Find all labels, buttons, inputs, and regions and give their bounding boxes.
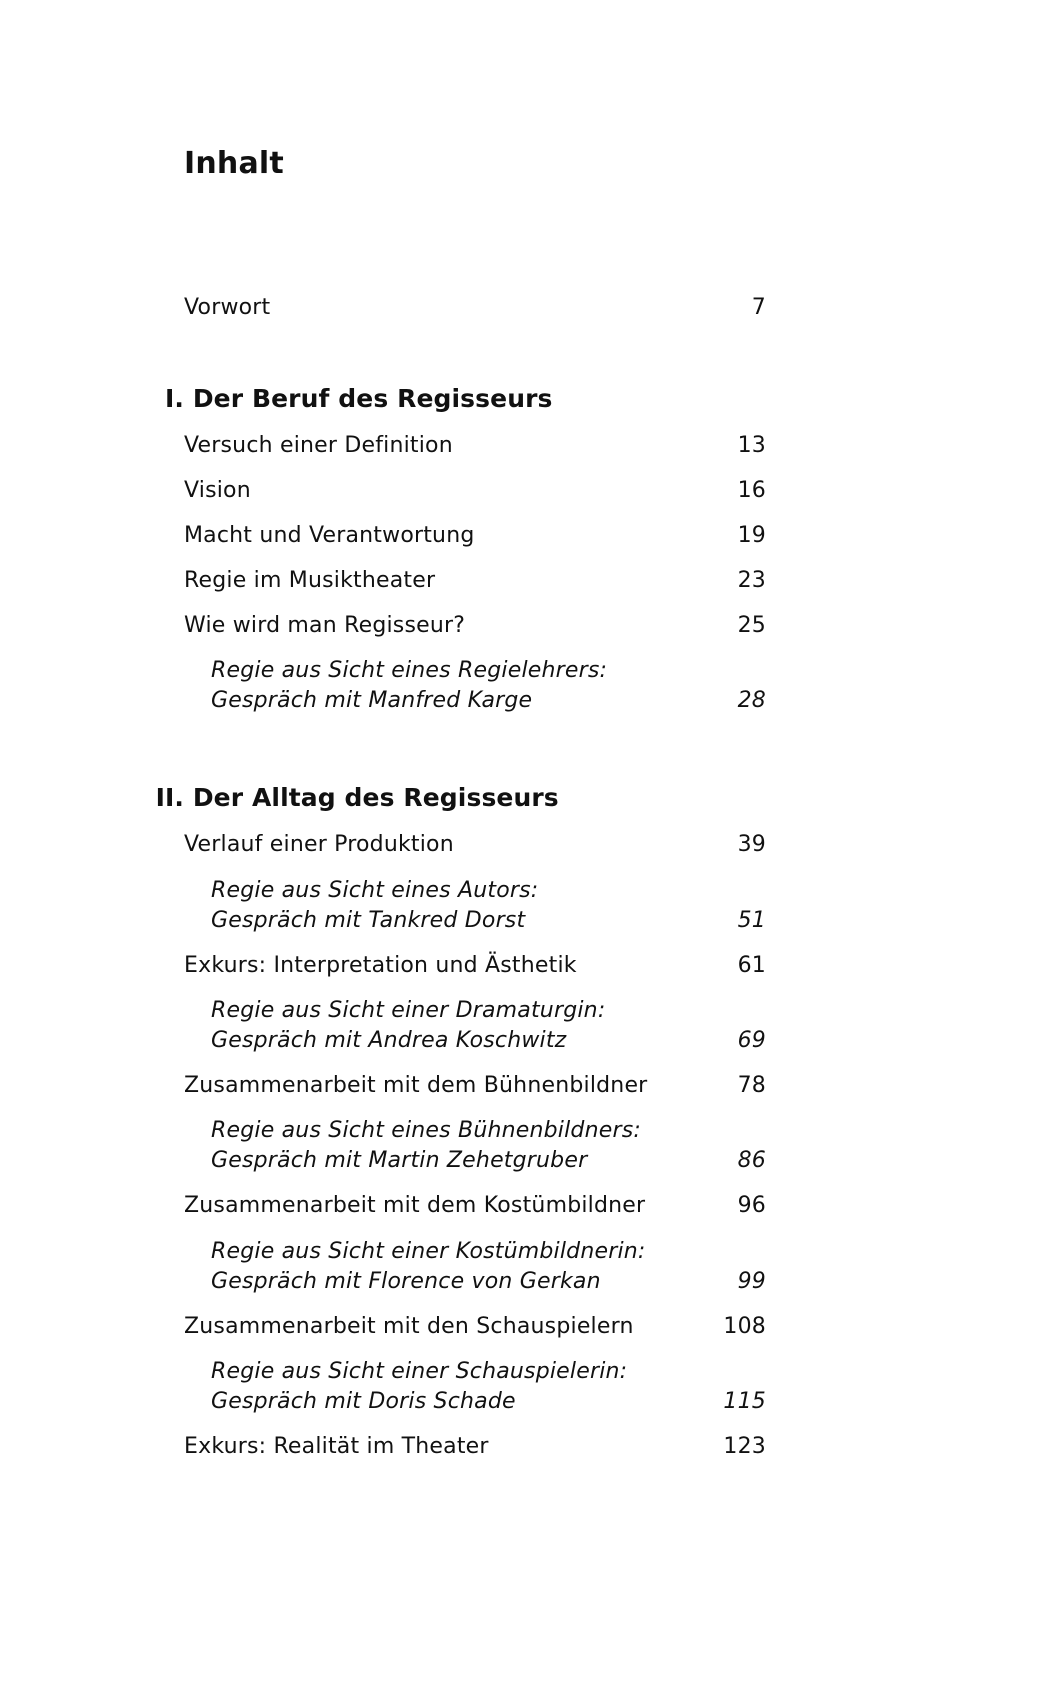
toc-entry-label-line1: Regie aus Sicht eines Regielehrers:	[211, 658, 608, 683]
toc-entry-label: Exkurs: Interpretation und Ästhetik	[184, 953, 577, 978]
toc-entry-label: Vorwort	[184, 295, 271, 320]
toc-entry-page: 61	[737, 953, 766, 978]
toc-entry-page: 69	[737, 1028, 766, 1053]
toc-entry[interactable]	[184, 1432, 766, 1462]
toc-entry-page: 7	[751, 295, 766, 320]
toc-entry-page: 28	[737, 688, 766, 713]
toc-entry-label-line2: Gespräch mit Florence von Gerkan	[211, 1269, 601, 1294]
toc-entry[interactable]	[184, 830, 766, 860]
toc-entry-label: Versuch einer Definition	[184, 433, 453, 458]
section-heading-2[interactable]	[140, 782, 766, 814]
toc-entry-page: 96	[737, 1193, 766, 1218]
toc-entry-label-line1: Regie aus Sicht einer Dramaturgin:	[211, 998, 606, 1023]
toc-entry[interactable]	[184, 1071, 766, 1101]
toc-entry-page: 86	[737, 1148, 766, 1173]
toc-entry[interactable]	[184, 431, 766, 461]
toc-entry-label-line1: Regie aus Sicht einer Kostümbildnerin:	[211, 1239, 646, 1264]
toc-entry-label-line1: Regie aus Sicht einer Schauspielerin:	[211, 1359, 628, 1384]
toc-entry-label	[211, 656, 766, 716]
toc-entry-page: 108	[723, 1314, 766, 1339]
toc-entry-label-line2: Gespräch mit Tankred Dorst	[211, 908, 526, 933]
toc-entry-page: 115	[723, 1389, 766, 1414]
section-number: I.	[165, 384, 184, 413]
toc-entry[interactable]	[184, 476, 766, 506]
toc-entry-label: Zusammenarbeit mit den Schauspielern	[184, 1314, 634, 1339]
toc-entry-page: 99	[737, 1269, 766, 1294]
toc-entry-label: Vision	[184, 478, 251, 503]
toc-entry-interview[interactable]	[211, 996, 766, 1056]
section-title: Der Beruf des Regisseurs	[192, 384, 553, 413]
toc-entry-interview[interactable]	[211, 876, 766, 936]
toc-entry-label-line1: Regie aus Sicht eines Autors:	[211, 878, 539, 903]
toc-entry-vorwort[interactable]	[184, 293, 766, 323]
toc-entry-label: Wie wird man Regisseur?	[184, 613, 466, 638]
toc-entry-label: Verlauf einer Produktion	[184, 832, 454, 857]
toc-entry-page: 19	[737, 523, 766, 548]
toc-entry-label	[211, 876, 766, 936]
toc-entry[interactable]	[184, 611, 766, 641]
toc-entry-page: 13	[737, 433, 766, 458]
toc-entry[interactable]	[184, 521, 766, 551]
page-title: Inhalt	[184, 146, 284, 181]
toc-entry-interview[interactable]	[211, 1357, 766, 1417]
toc-entry-page: 39	[737, 832, 766, 857]
toc-entry[interactable]	[184, 951, 766, 981]
section-heading-1[interactable]	[140, 383, 766, 415]
toc-entry-page: 25	[737, 613, 766, 638]
toc-entry-page: 78	[737, 1073, 766, 1098]
toc-entry-label	[211, 1237, 766, 1297]
section-number: II.	[155, 783, 184, 812]
toc-entry-label-line2: Gespräch mit Manfred Karge	[211, 688, 533, 713]
toc-entry-label: Zusammenarbeit mit dem Bühnenbildner	[184, 1073, 648, 1098]
toc-entry-page: 123	[723, 1434, 766, 1459]
toc-entry-interview[interactable]	[211, 1116, 766, 1176]
toc-entry-label: Zusammenarbeit mit dem Kostümbildner	[184, 1193, 646, 1218]
toc-entry-label	[211, 996, 766, 1056]
toc-entry-interview[interactable]	[211, 1237, 766, 1297]
toc-entry-label: Macht und Verantwortung	[184, 523, 475, 548]
toc-entry-page: 51	[737, 908, 766, 933]
toc-entry-label: Exkurs: Realität im Theater	[184, 1434, 489, 1459]
toc-entry-page: 16	[737, 478, 766, 503]
toc-entry-label: Regie im Musiktheater	[184, 568, 436, 593]
toc-entry-label-line1: Regie aus Sicht eines Bühnenbildners:	[211, 1118, 641, 1143]
toc-entry-interview[interactable]	[211, 656, 766, 716]
toc-entry[interactable]	[184, 566, 766, 596]
toc-entry[interactable]	[184, 1312, 766, 1342]
section-title: Der Alltag des Regisseurs	[192, 783, 559, 812]
toc-entry[interactable]	[184, 1191, 766, 1221]
toc-entry-label	[211, 1116, 766, 1176]
toc-entry-page: 23	[737, 568, 766, 593]
toc-entry-label-line2: Gespräch mit Doris Schade	[211, 1389, 516, 1414]
toc-entry-label	[211, 1357, 766, 1417]
toc-entry-label-line2: Gespräch mit Andrea Koschwitz	[211, 1028, 567, 1053]
toc-entry-label-line2: Gespräch mit Martin Zehetgruber	[211, 1148, 588, 1173]
